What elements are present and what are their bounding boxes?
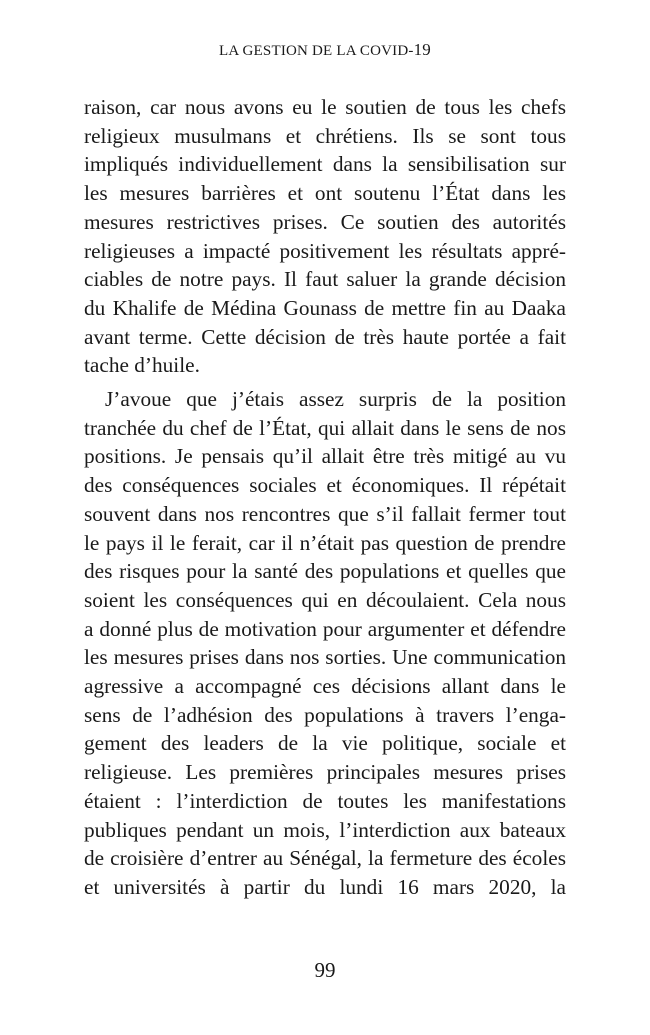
- running-header-title: LA GESTION DE LA COVID-: [219, 43, 414, 59]
- text-line: J’avoue que j’étais assez surpris de la position: [105, 387, 566, 412]
- text-line: tranchée du chef de l’État, qui allait dans le sens de nos: [84, 415, 566, 440]
- text-line: mesures restrictives prises. Ce soutien des autorités: [84, 209, 566, 234]
- text-line: les mesures barrières et ont soutenu l’État dans les: [84, 181, 566, 206]
- paragraph-2: [84, 385, 566, 902]
- text-line: étaient : l’interdiction de toutes les manifestations: [84, 788, 566, 813]
- text-line: souvent dans nos rencontres que s’il fallait fermer tout: [84, 501, 566, 526]
- text-line: impliqués individuellement dans la sensibilisation sur: [84, 152, 566, 177]
- body-text: [84, 93, 566, 902]
- text-line: a donné plus de motivation pour argumenter et défendre: [84, 616, 566, 641]
- text-line: tache d’huile.: [84, 353, 200, 378]
- paragraph-1: [84, 93, 566, 380]
- text-line: de croisière d’entrer au Sénégal, la fermeture des écoles: [84, 846, 566, 871]
- text-line: gement des leaders de la vie politique, sociale et: [84, 731, 566, 756]
- text-line: et universités à partir du lundi 16 mars 2020, la: [84, 874, 566, 899]
- running-header: [0, 40, 650, 60]
- text-line: des conséquences sociales et économiques. Il répétait: [84, 473, 566, 498]
- text-line: religieuse. Les premières principales mesures prises: [84, 760, 566, 785]
- text-line: sens de l’adhésion des populations à travers l’enga-: [84, 702, 566, 727]
- text-line: du Khalife de Médina Gounass de mettre fin au Daaka: [84, 295, 566, 320]
- text-line: religieux musulmans et chrétiens. Ils se sont tous: [84, 123, 566, 148]
- text-line: soient les conséquences qui en découlaient. Cela nous: [84, 587, 566, 612]
- page-number: 99: [314, 958, 336, 982]
- text-line: le pays il le ferait, car il n’était pas question de prendre: [84, 530, 566, 555]
- text-line: des risques pour la santé des populations et quelles que: [84, 559, 566, 584]
- running-header-number: 19: [413, 40, 431, 59]
- text-line: avant terme. Cette décision de très haute portée a fait: [84, 324, 566, 349]
- text-line: religieuses a impacté positivement les résultats appré-: [84, 238, 566, 263]
- text-line: raison, car nous avons eu le soutien de tous les chefs: [84, 95, 566, 119]
- text-line: publiques pendant un mois, l’interdiction aux bateaux: [84, 817, 566, 842]
- text-line: agressive a accompagné ces décisions allant dans le: [84, 674, 566, 699]
- text-line: ciables de notre pays. Il faut saluer la grande décision: [84, 267, 566, 292]
- text-line: positions. Je pensais qu’il allait être très mitigé au vu: [84, 444, 566, 469]
- text-line: les mesures prises dans nos sorties. Une communication: [84, 645, 566, 670]
